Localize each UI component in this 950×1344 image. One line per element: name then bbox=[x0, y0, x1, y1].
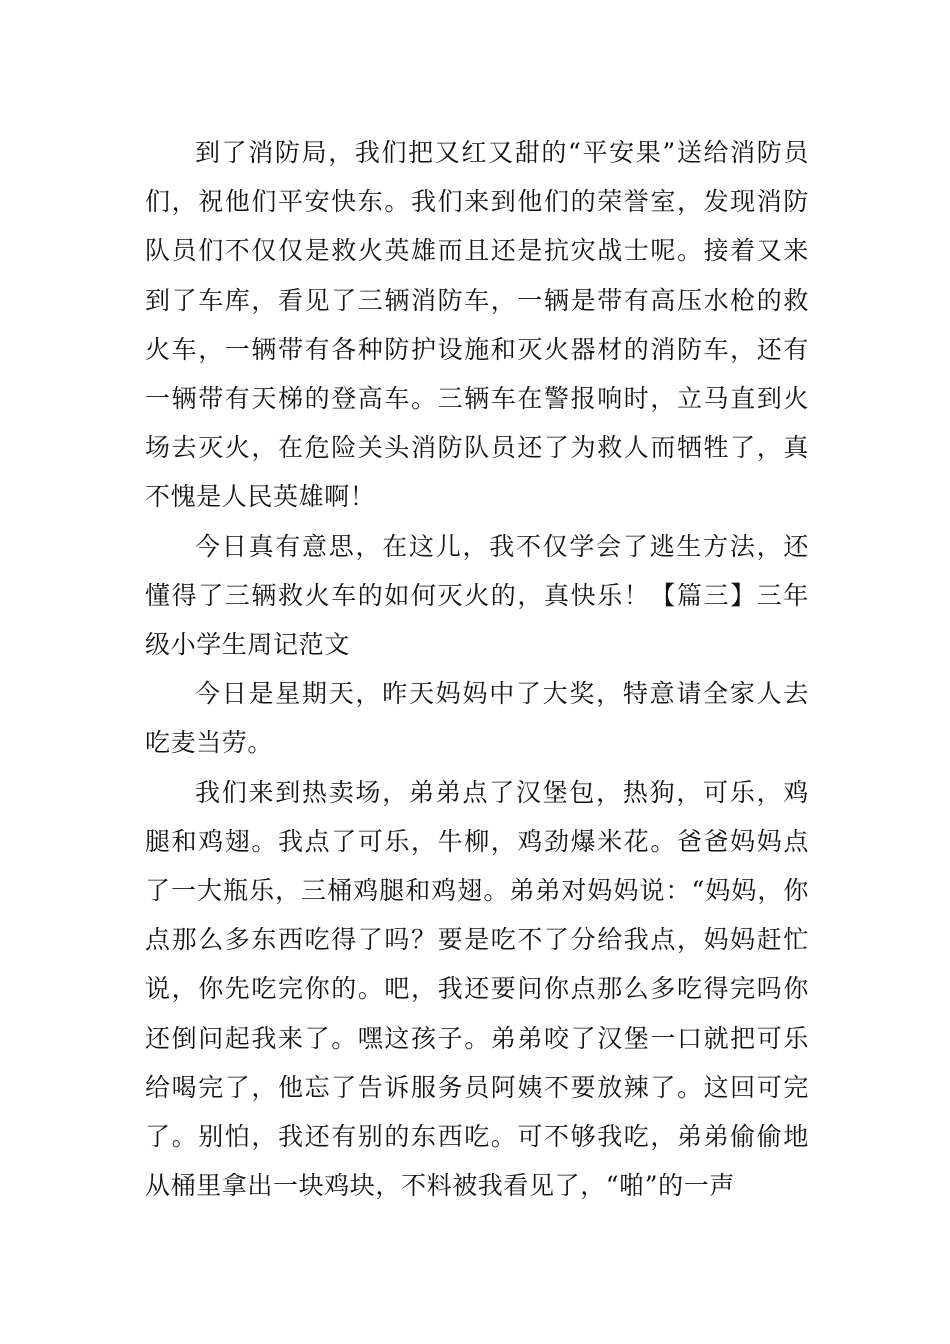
paragraph-sunday-mcdonalds: 今日是星期天，昨天妈妈中了大奖，特意请全家人去吃麦当劳。 bbox=[145, 679, 809, 758]
paragraph-ordering-food: 我们来到热卖场，弟弟点了汉堡包，热狗，可乐，鸡腿和鸡翅。我点了可乐，牛柳，鸡劲爆米花。爸爸妈妈点了一大瓶乐，三桶鸡腿和鸡翅。弟弟对妈妈说：“妈妈，你点那么多东西吃得了吗？要是吃不了分给我点，妈妈赶忙说，你先吃完你的。吧，我还要问你点那么多吃得完吗你还倒问起我来了。嘿这孩子。弟弟咬了汉堡一口就把可乐给喝完了，他忘了告诉服务员阿姨不要放辣了。这回可完了。别怕，我还有别的东西吃。可不够我吃，弟弟偷偷地从桶里拿出一块鸡块，不料被我看见了，“啪”的一声 bbox=[145, 777, 809, 1201]
document-body bbox=[145, 128, 809, 1210]
paragraph-today-interesting: 今日真有意思，在这儿，我不仅学会了逃生方法，还懂得了三辆救火车的如何灭火的，真快乐！【篇三】三年级小学生周记范文 bbox=[145, 531, 809, 660]
paragraph-fire-station-visit: 到了消防局，我们把又红又甜的“平安果”送给消防员们，祝他们平安快东。我们来到他们的荣誉室，发现消防队员们不仅仅是救火英雄而且还是抗灾战士呢。接着又来到了车库，看见了三辆消防车，一辆是带有高压水枪的救火车，一辆带有各种防护设施和灭火器材的消防车，还有一辆带有天梯的登高车。三辆车在警报响时，立马直到火场去灭火，在危险关头消防队员还了为救人而牺牲了，真不愧是人民英雄啊！ bbox=[145, 138, 809, 512]
